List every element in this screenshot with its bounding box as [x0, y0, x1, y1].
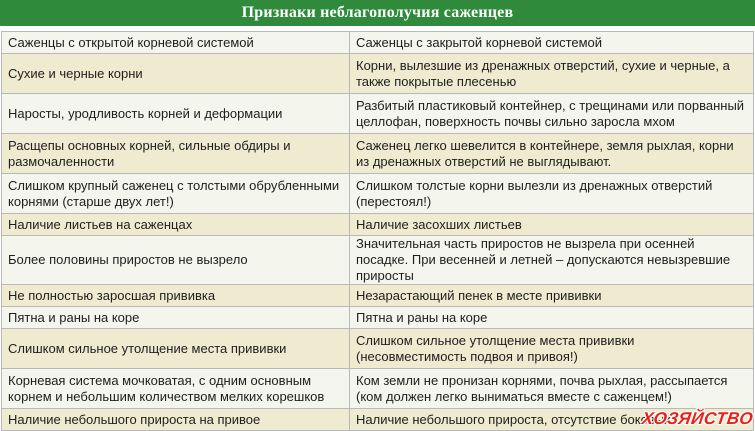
cell-right: Корни, вылезшие из дренажных отверстий, сухие и черные, а также покрытые плесенью [350, 54, 754, 94]
cell-left: Более половины приростов не вызрело [2, 236, 350, 285]
cell-right: Пятна и раны на коре [350, 307, 754, 329]
cell-closed-root: Саженцы с закрытой корневой системой [350, 32, 754, 54]
cell-right: Слишком толстые корни вылезли из дренажных отверстий (перестоял!) [350, 174, 754, 214]
cell-right: Наличие засохших листьев [350, 214, 754, 236]
cell-right: Значительная часть приростов не вызрела при осенней посадке. При весенней и летней – допускаются невызревшие приросты [350, 236, 754, 285]
symptoms-table [1, 31, 754, 431]
table-row [2, 307, 754, 329]
publisher-watermark: ХОЗЯЙСТВО [640, 409, 755, 428]
table-row [2, 285, 754, 307]
cell-right: Саженец легко шевелится в контейнере, земля рыхлая, корни из дренажных отверстий не выглядывают. [350, 134, 754, 174]
table-row [2, 329, 754, 369]
table-row [2, 134, 754, 174]
table-row [2, 174, 754, 214]
cell-right: Незарастающий пенек в месте прививки [350, 285, 754, 307]
table-row [2, 94, 754, 134]
cell-left: Наросты, уродливость корней и деформации [2, 94, 350, 134]
table-row [2, 369, 754, 409]
cell-open-root: Саженцы с открытой корневой системой [2, 32, 350, 54]
cell-left: Наличие листьев на саженцах [2, 214, 350, 236]
cell-right: Ком земли не пронизан корнями, почва рыхлая, рассыпается (ком должен легко выниматься вместе с саженцем!) [350, 369, 754, 409]
cell-right: Наличие небольшого прироста, отсутствие боковых [350, 409, 754, 431]
cell-left: Корневая система мочковатая, с одним основным корнем и небольшим количеством мелких корешков [2, 369, 350, 409]
cell-left: Сухие и черные корни [2, 54, 350, 94]
cell-left: Расщепы основных корней, сильные обдиры и размочаленности [2, 134, 350, 174]
cell-left: Не полностью заросшая прививка [2, 285, 350, 307]
table-row [2, 32, 754, 54]
table-row [2, 214, 754, 236]
cell-left: Слишком сильное утолщение места прививки [2, 329, 350, 369]
cell-left: Наличие небольшого прироста на привое [2, 409, 350, 431]
table-row [2, 54, 754, 94]
cell-left: Слишком крупный саженец с толстыми обрубленными корнями (старше двух лет!) [2, 174, 350, 214]
cell-right: Слишком сильное утолщение места прививки (несовместимость подвоя и привоя!) [350, 329, 754, 369]
table-row [2, 236, 754, 285]
cell-right: Разбитый пластиковый контейнер, с трещинами или порванный целлофан, поверхность почвы сильно заросла мхом [350, 94, 754, 134]
cell-left: Пятна и раны на коре [2, 307, 350, 329]
table-title: Признаки неблагополучия саженцев [0, 0, 755, 26]
